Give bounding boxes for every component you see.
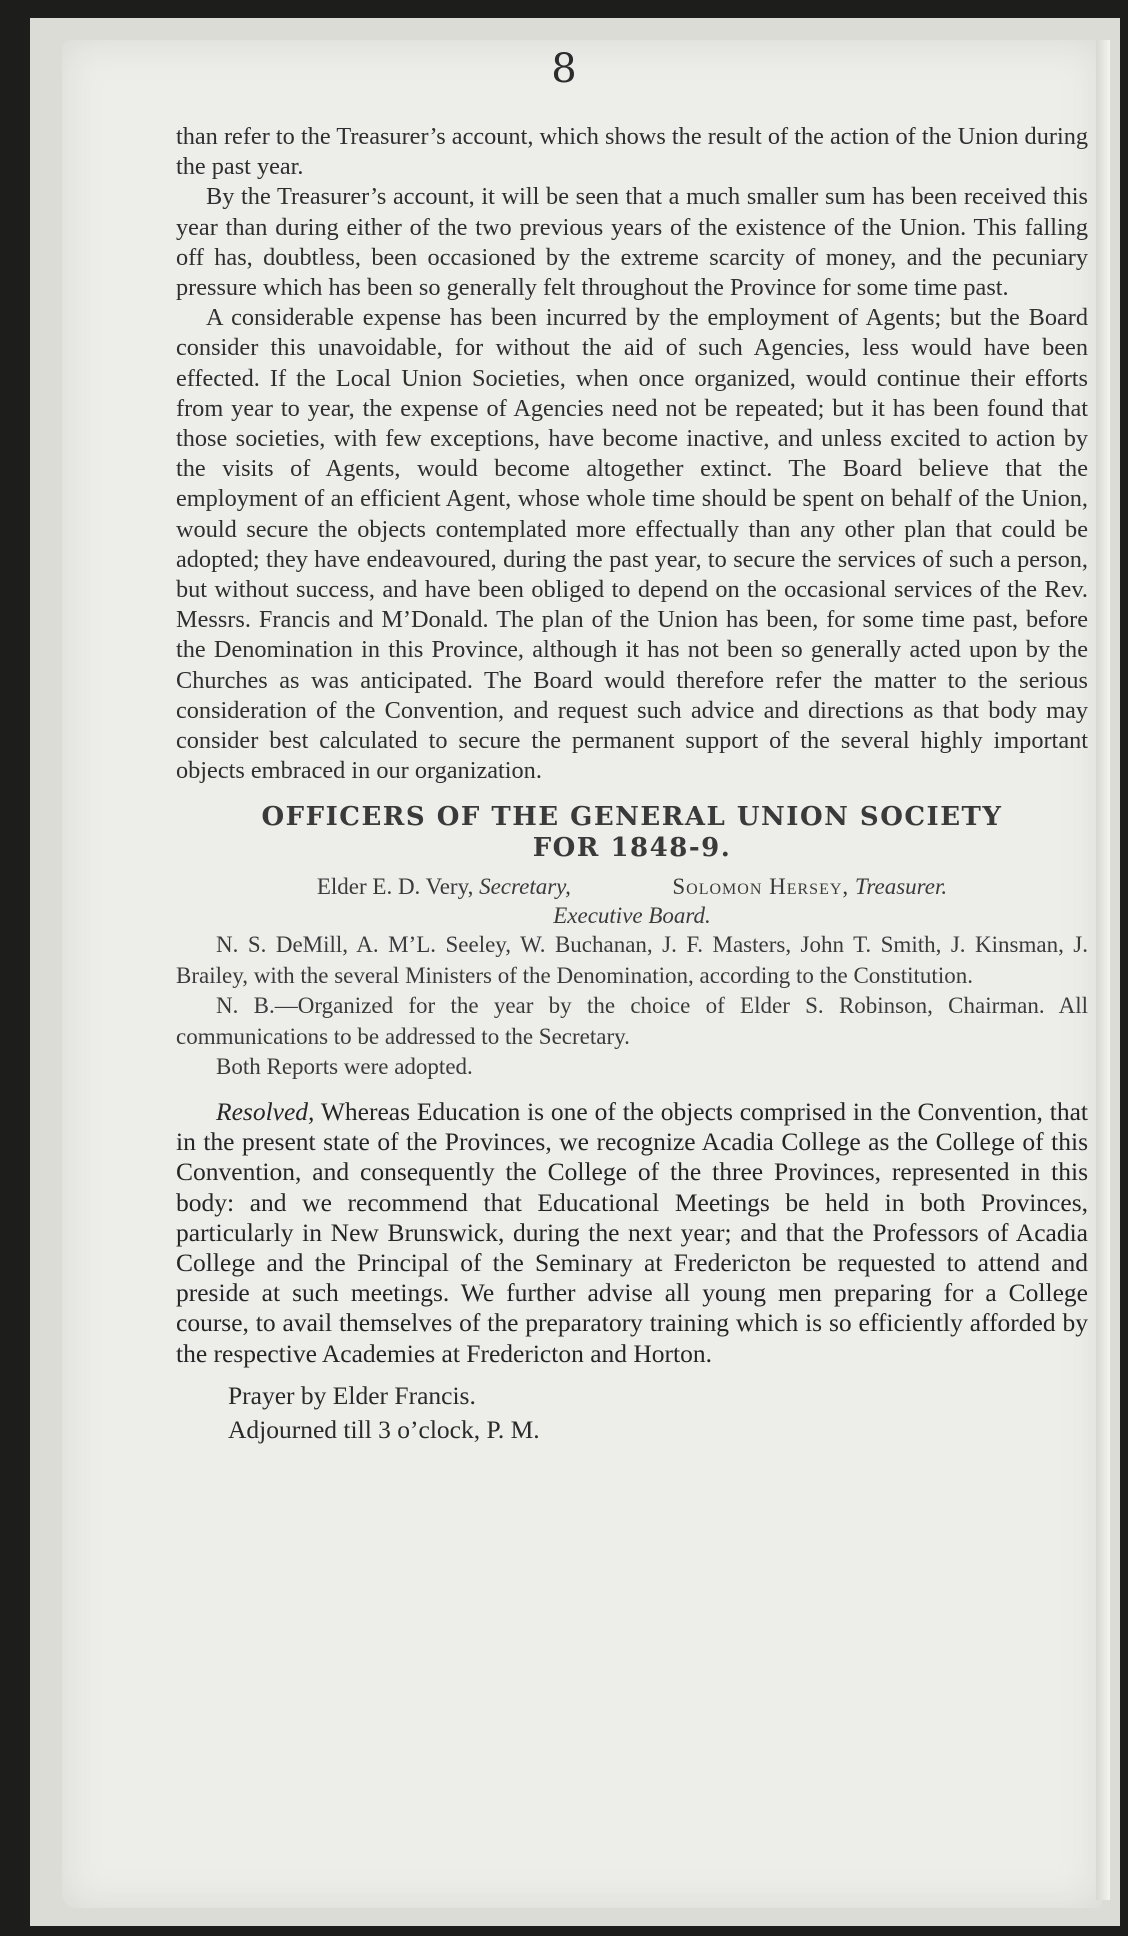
closing-lines xyxy=(176,1379,1088,1447)
paragraph: than refer to the Treasurer’s account, which shows the result of the action of the Union during the past year. xyxy=(176,123,1088,181)
secretary-title: Secretary, xyxy=(479,874,571,900)
treasurer-name: Solomon Hersey, xyxy=(672,874,850,900)
treasurer-title: Treasurer. xyxy=(854,874,948,900)
resolution-paragraph xyxy=(176,1097,1088,1369)
report-text xyxy=(176,122,1088,786)
page-content xyxy=(176,122,1088,1447)
prayer-line: Prayer by Elder Francis. xyxy=(228,1380,476,1410)
adopted-note: Both Reports were adopted. xyxy=(216,1054,473,1080)
heading-line: FOR 1848-9. xyxy=(532,833,732,864)
resolved-text: Whereas Education is one of the objects comprised in the Convention, that in the present state of the Provinces, we recognize Acadia College as the College of this Convention, and consequently the College of the three Provinces, represented in this body: and we recommend that Educational Meetings be held in both Provinces, particularly in New Brunswick, during the next year; and that the Professors of Acadia College and the Principal of the Seminary at Fredericton be requested to attend and preside at such meetings. We further advise all young men preparing for a College course, to avail themselves of the preparatory training which is so efficiently afforded by the respective Academies at Fredericton and Horton. xyxy=(176,1096,1088,1368)
page-edge xyxy=(1096,40,1110,1900)
paragraph: A considerable expense has been incurred by the employment of Agents; but the Board consider this unavoidable, for without the aid of such Agencies, less would have been effected. If the Local Union Societies, when once organized, would continue their efforts from year to year, the expense of Agencies need not be repeated; but it has been found that those societies, with few exceptions, have become inactive, and unless excited to action by the visits of Agents, would become altogether extinct. The Board believe that the employment of an efficient Agent, whose whole time should be spent on behalf of the Union, would secure the objects contemplated more effectually than any other plan that could be adopted; they have endeavoured, during the past year, to secure the services of such a person, but without success, and have been obliged to depend on the occasional services of the Rev. Messrs. Francis and M’Donald. The plan of the Union has been, for some time past, before the Denomination in this Province, although it has not been so generally acted upon by the Churches as was anticipated. The Board would therefore refer the matter to the serious consideration of the Convention, and request such advice and directions as that body may consider best calculated to secure the permanent support of the several highly important objects embraced in our organization. xyxy=(176,304,1088,785)
officers-heading xyxy=(176,802,1088,864)
officers-line xyxy=(176,872,1088,901)
nb-note: N. B.—Organized for the year by the choice of Elder S. Robinson, Chairman. All communications to be addressed to the Secretary. xyxy=(176,993,1088,1049)
resolution xyxy=(176,1097,1088,1369)
resolved-label: Resolved, xyxy=(216,1096,315,1126)
page-number: 8 xyxy=(551,46,577,92)
secretary-name: Elder E. D. Very, xyxy=(316,874,474,900)
paragraph: By the Treasurer’s account, it will be seen that a much smaller sum has been received this year than during either of the two previous years of the existence of the Union. This falling off has, doubtless, been occasioned by the extreme scarcity of money, and the pecuniary pressure which has been so generally felt throughout the Province for some time past. xyxy=(176,183,1088,302)
executive-board-label: Executive Board. xyxy=(553,903,711,929)
board-members: N. S. DeMill, A. M’L. Seeley, W. Buchanan, J. F. Masters, John T. Smith, J. Kinsman, J. Brailey, with the several Ministers of the Denomination, according to the Constitution. xyxy=(176,932,1088,988)
board-details xyxy=(176,930,1088,1083)
heading-line: OFFICERS OF THE GENERAL UNION SOCIETY xyxy=(261,802,1003,833)
adjourned-line: Adjourned till 3 o’clock, P. M. xyxy=(228,1414,540,1444)
